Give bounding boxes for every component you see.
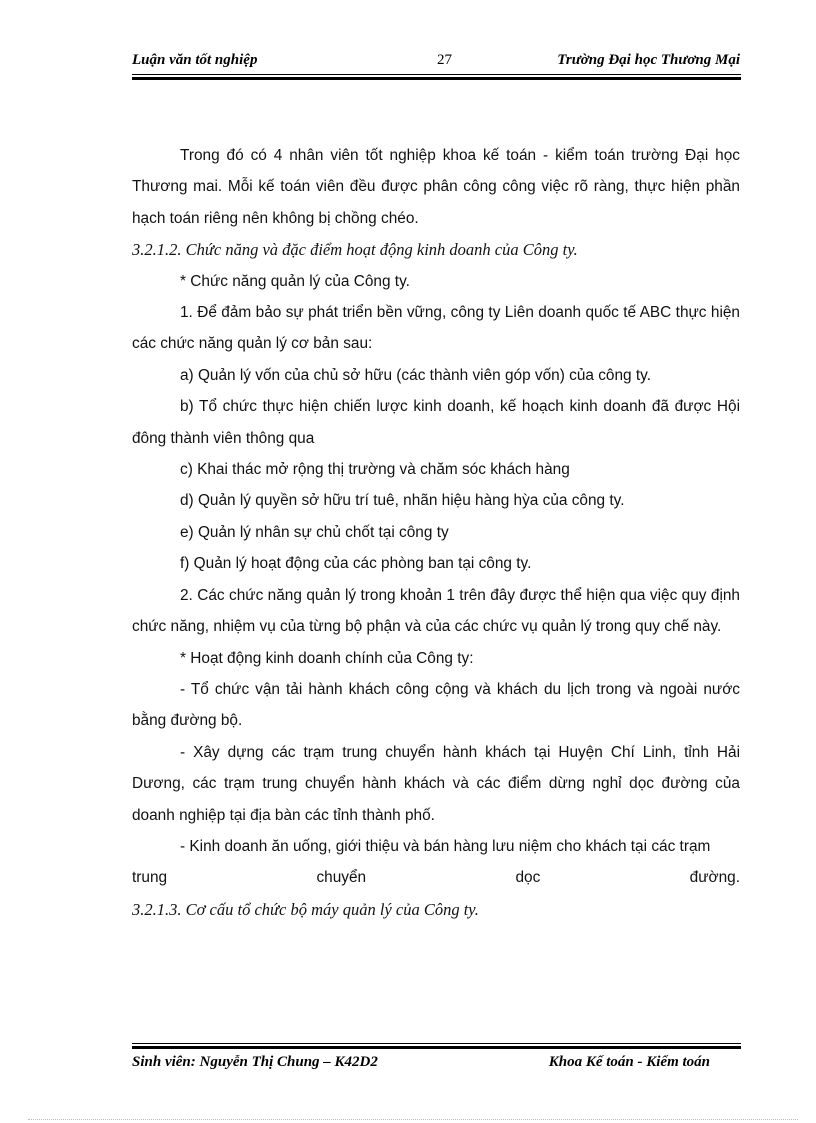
word-doc: dọc (515, 869, 541, 887)
paragraph-management-functions: * Chức năng quản lý của Công ty. (180, 272, 410, 290)
word-chuyen: chuyển (316, 869, 367, 887)
paragraph-main-business: * Hoạt động kinh doanh chính của Công ty: (180, 649, 474, 667)
footer-faculty-label: Khoa Kế toán - Kiểm toán (548, 1054, 710, 1070)
list-item-b: b) Tổ chức thực hiện chiến lược kinh doanh, kế hoạch kinh doanh đã được Hội đông thành viên thông qua (132, 398, 740, 447)
header-university-label: Trường Đại học Thương Mại (557, 52, 740, 68)
page-number: 27 (437, 52, 452, 68)
section-heading-functions: 3.2.1.2. Chức năng và đặc điểm hoạt động kinh doanh của Công ty. (132, 240, 578, 260)
paragraph-item-2: 2. Các chức năng quản lý trong khoản 1 trên đây được thể hiện qua việc quy định chức năng, nhiệm vụ của từng bộ phận và của các chức vụ quản lý trong quy chế này. (132, 586, 740, 636)
paragraph-food-souvenir: - Kinh doanh ăn uống, giới thiệu và bán hàng lưu niệm cho khách tại các trạm (180, 837, 711, 855)
list-item-a: a) Quản lý vốn của chủ sở hữu (các thành viên góp vốn) của công ty. (180, 366, 651, 384)
word-trung: trung (132, 869, 168, 887)
list-item-e: e) Quản lý nhân sự chủ chốt tại công ty (180, 523, 449, 541)
page-body (132, 140, 740, 925)
word-duong: đường. (689, 869, 740, 887)
list-item-f: f) Quản lý hoạt động của các phòng ban tại công ty. (180, 555, 532, 573)
section-heading-structure: 3.2.1.3. Cơ cấu tổ chức bộ máy quản lý của Công ty. (132, 899, 479, 919)
paragraph-staff: Trong đó có 4 nhân viên tốt nghiệp khoa kế toán - kiểm toán trường Đại học Thương mai. Mỗi kế toán viên đều được phân công công việc rõ ràng, thực hiện phần hạch toán riêng nên không bị chồng chéo. (132, 147, 740, 227)
header-rule-thin (132, 74, 741, 75)
list-item-d: d) Quản lý quyền sở hữu trí tuê, nhãn hiệu hàng hỳa của công ty. (180, 492, 625, 510)
page-footer (132, 1054, 710, 1076)
footer-rule-thin (132, 1043, 741, 1044)
footer-rule-thick (132, 1046, 741, 1049)
list-item-c: c) Khai thác mở rộng thị trường và chăm sóc khách hàng (180, 461, 570, 479)
paragraph-food-souvenir-last-line (132, 862, 740, 893)
footer-student-label: Sinh viên: Nguyễn Thị Chung – K42D2 (132, 1054, 378, 1070)
page-header (132, 52, 740, 74)
paragraph-stations: - Xây dựng các trạm trung chuyển hành khách tại Huyện Chí Linh, tỉnh Hải Dương, các trạm trung chuyển hành khách và các điểm dừng nghỉ dọc đường của doanh nghiệp tại địa bàn các tỉnh thành phố. (132, 743, 740, 824)
header-rule-thick (132, 77, 741, 80)
paragraph-item-1: 1. Để đảm bảo sự phát triển bền vững, công ty Liên doanh quốc tế ABC thực hiện các chức năng quản lý cơ bản sau: (132, 304, 740, 353)
page-bottom-dotted-line (28, 1119, 798, 1120)
header-thesis-label: Luận văn tốt nghiệp (132, 52, 258, 68)
paragraph-transport: - Tổ chức vận tải hành khách công cộng và khách du lịch trong và ngoài nước bằng đường bộ. (132, 680, 740, 730)
